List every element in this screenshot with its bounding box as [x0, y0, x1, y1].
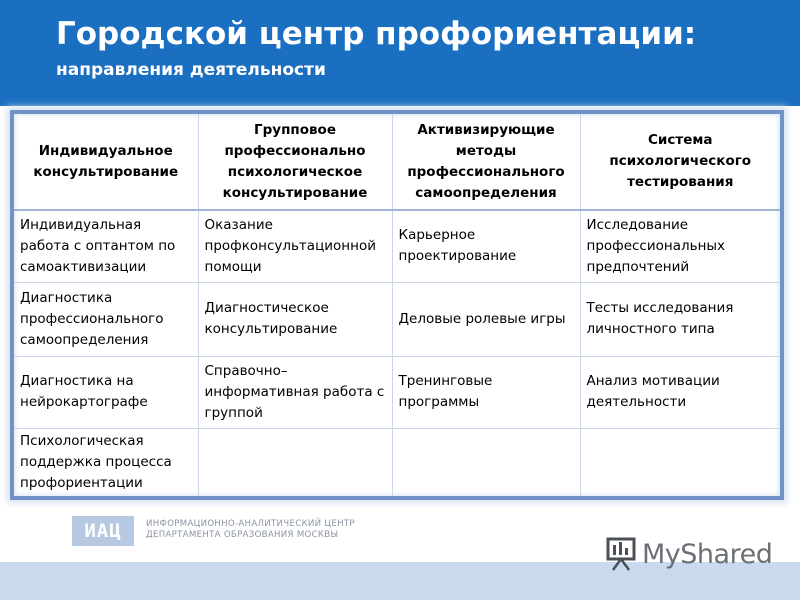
table-cell: Психологическая поддержка процесса профориентации — [14, 428, 198, 496]
table-cell: Индивидуальная работа с оптантом по самоактивизации — [14, 210, 198, 282]
table-row — [14, 356, 780, 428]
table-cell: Деловые ролевые игры — [392, 282, 580, 356]
table-cell: Исследование профессиональных предпочтений — [580, 210, 780, 282]
page-title: Городской центр профориентации: — [56, 16, 697, 52]
column-header: Групповое профессионально психологическое консультирование — [198, 114, 392, 210]
table-cell: Оказание профконсультационной помощи — [198, 210, 392, 282]
table-row — [14, 282, 780, 356]
column-header: Активизирующие методы профессионального самоопределения — [392, 114, 580, 210]
table-cell — [580, 428, 780, 496]
watermark-text: MyShared — [642, 538, 773, 570]
presentation-screen-icon — [606, 537, 636, 571]
table-cell: Тренинговые программы — [392, 356, 580, 428]
table-row — [14, 428, 780, 496]
page-subtitle: направления деятельности — [56, 60, 326, 80]
table-row — [14, 210, 780, 282]
table-cell: Тесты исследования личностного типа — [580, 282, 780, 356]
table-cell: Диагностическое консультирование — [198, 282, 392, 356]
table-cell: Анализ мотивации деятельности — [580, 356, 780, 428]
myshared-watermark — [606, 536, 772, 572]
table-cell: Справочно–информативная работа с группой — [198, 356, 392, 428]
table-cell: Карьерное проектирование — [392, 210, 580, 282]
column-header: Система психологического тестирования — [580, 114, 780, 210]
column-header: Индивидуальное консультирование — [14, 114, 198, 210]
table-header-row — [14, 114, 780, 210]
header-banner — [0, 0, 800, 106]
organization-line: ДЕПАРТАМЕНТА ОБРАЗОВАНИЯ МОСКВЫ — [146, 530, 339, 540]
organization-name — [146, 519, 355, 541]
activity-table — [14, 114, 780, 496]
activity-table-frame — [10, 110, 784, 500]
table-cell: Диагностика на нейрокартографе — [14, 356, 198, 428]
organization-line: ИНФОРМАЦИОННО-АНАЛИТИЧЕСКИЙ ЦЕНТР — [146, 519, 355, 529]
table-cell — [198, 428, 392, 496]
iac-logo: ИАЦ — [72, 516, 134, 546]
table-cell: Диагностика профессионального самоопределения — [14, 282, 198, 356]
table-cell — [392, 428, 580, 496]
